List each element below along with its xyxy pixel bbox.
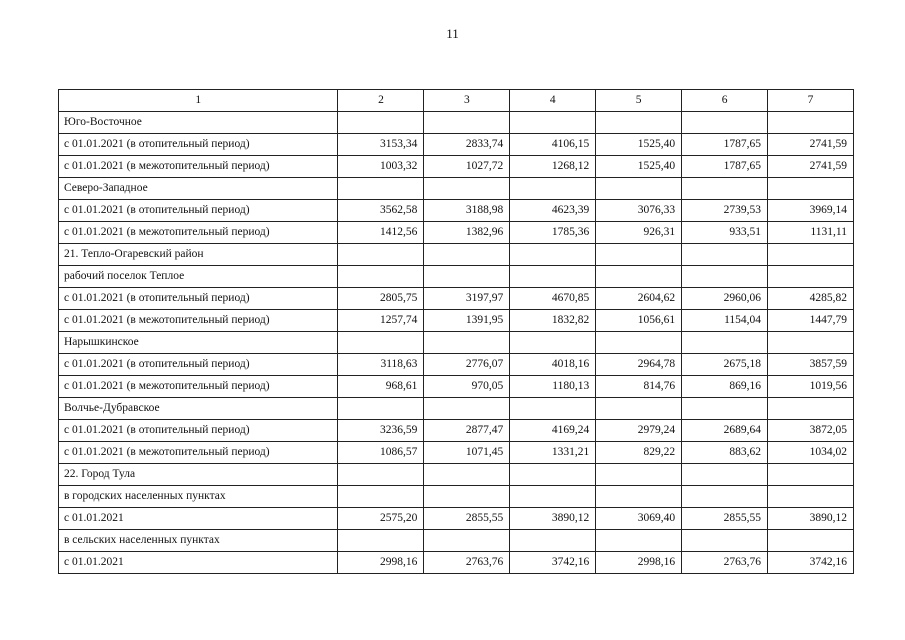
value-cell: 2960,06 — [682, 288, 768, 310]
section-label: в сельских населенных пунктах — [59, 530, 338, 552]
value-cell: 2575,20 — [338, 508, 424, 530]
empty-cell — [424, 398, 510, 420]
empty-cell — [338, 244, 424, 266]
value-cell: 1382,96 — [424, 222, 510, 244]
empty-cell — [596, 530, 682, 552]
empty-cell — [424, 464, 510, 486]
value-cell: 2741,59 — [768, 134, 854, 156]
table-row — [59, 442, 854, 464]
empty-cell — [596, 178, 682, 200]
empty-cell — [510, 266, 596, 288]
empty-cell — [338, 266, 424, 288]
empty-cell — [596, 332, 682, 354]
value-cell: 1525,40 — [596, 156, 682, 178]
value-cell: 1019,56 — [768, 376, 854, 398]
empty-cell — [768, 332, 854, 354]
value-cell: 2763,76 — [424, 552, 510, 574]
value-cell: 4623,39 — [510, 200, 596, 222]
row-label: с 01.01.2021 (в межотопительный период) — [59, 442, 338, 464]
section-row — [59, 178, 854, 200]
table-row — [59, 222, 854, 244]
value-cell: 968,61 — [338, 376, 424, 398]
value-cell: 1027,72 — [424, 156, 510, 178]
empty-cell — [338, 398, 424, 420]
value-cell: 1003,32 — [338, 156, 424, 178]
empty-cell — [768, 530, 854, 552]
table-header-row — [59, 90, 854, 112]
value-cell: 1787,65 — [682, 134, 768, 156]
value-cell: 2741,59 — [768, 156, 854, 178]
empty-cell — [768, 464, 854, 486]
empty-cell — [338, 530, 424, 552]
empty-cell — [338, 486, 424, 508]
empty-cell — [596, 464, 682, 486]
empty-cell — [338, 178, 424, 200]
row-label: с 01.01.2021 (в межотопительный период) — [59, 310, 338, 332]
value-cell: 1071,45 — [424, 442, 510, 464]
empty-cell — [682, 464, 768, 486]
value-cell: 4285,82 — [768, 288, 854, 310]
table-row — [59, 200, 854, 222]
empty-cell — [338, 112, 424, 134]
value-cell: 1180,13 — [510, 376, 596, 398]
value-cell: 2998,16 — [338, 552, 424, 574]
value-cell: 2877,47 — [424, 420, 510, 442]
empty-cell — [682, 178, 768, 200]
section-label: в городских населенных пунктах — [59, 486, 338, 508]
empty-cell — [510, 178, 596, 200]
section-label: Северо-Западное — [59, 178, 338, 200]
value-cell: 3857,59 — [768, 354, 854, 376]
value-cell: 1785,36 — [510, 222, 596, 244]
column-header: 2 — [338, 90, 424, 112]
value-cell: 1391,95 — [424, 310, 510, 332]
empty-cell — [424, 486, 510, 508]
value-cell: 2964,78 — [596, 354, 682, 376]
section-row — [59, 112, 854, 134]
empty-cell — [510, 332, 596, 354]
value-cell: 3197,97 — [424, 288, 510, 310]
section-label: 21. Тепло-Огаревский район — [59, 244, 338, 266]
value-cell: 1832,82 — [510, 310, 596, 332]
page-number: 11 — [446, 26, 459, 41]
column-header: 4 — [510, 90, 596, 112]
value-cell: 2855,55 — [424, 508, 510, 530]
empty-cell — [424, 266, 510, 288]
value-cell: 3890,12 — [768, 508, 854, 530]
value-cell: 1131,11 — [768, 222, 854, 244]
value-cell: 3236,59 — [338, 420, 424, 442]
empty-cell — [682, 244, 768, 266]
row-label: с 01.01.2021 (в отопительный период) — [59, 420, 338, 442]
value-cell: 933,51 — [682, 222, 768, 244]
value-cell: 3742,16 — [510, 552, 596, 574]
value-cell: 4169,24 — [510, 420, 596, 442]
value-cell: 3076,33 — [596, 200, 682, 222]
empty-cell — [768, 486, 854, 508]
value-cell: 3188,98 — [424, 200, 510, 222]
row-label: с 01.01.2021 (в отопительный период) — [59, 288, 338, 310]
value-cell: 1787,65 — [682, 156, 768, 178]
table-row — [59, 156, 854, 178]
empty-cell — [338, 332, 424, 354]
value-cell: 2855,55 — [682, 508, 768, 530]
empty-cell — [424, 244, 510, 266]
empty-cell — [682, 266, 768, 288]
tariff-table-body — [59, 90, 854, 574]
section-label: Нарышкинское — [59, 332, 338, 354]
empty-cell — [424, 332, 510, 354]
value-cell: 2675,18 — [682, 354, 768, 376]
value-cell: 1257,74 — [338, 310, 424, 332]
value-cell: 4018,16 — [510, 354, 596, 376]
value-cell: 829,22 — [596, 442, 682, 464]
value-cell: 3890,12 — [510, 508, 596, 530]
value-cell: 3069,40 — [596, 508, 682, 530]
empty-cell — [682, 332, 768, 354]
column-header: 1 — [59, 90, 338, 112]
value-cell: 869,16 — [682, 376, 768, 398]
table-row — [59, 420, 854, 442]
empty-cell — [768, 266, 854, 288]
row-label: с 01.01.2021 — [59, 552, 338, 574]
row-label: с 01.01.2021 (в отопительный период) — [59, 134, 338, 156]
value-cell: 3562,58 — [338, 200, 424, 222]
value-cell: 2689,64 — [682, 420, 768, 442]
value-cell: 2979,24 — [596, 420, 682, 442]
column-header: 5 — [596, 90, 682, 112]
empty-cell — [510, 464, 596, 486]
value-cell: 1331,21 — [510, 442, 596, 464]
empty-cell — [424, 530, 510, 552]
value-cell: 3118,63 — [338, 354, 424, 376]
tariff-table — [58, 89, 854, 574]
value-cell: 1268,12 — [510, 156, 596, 178]
empty-cell — [510, 486, 596, 508]
value-cell: 1412,56 — [338, 222, 424, 244]
empty-cell — [510, 398, 596, 420]
value-cell: 4670,85 — [510, 288, 596, 310]
table-row — [59, 508, 854, 530]
value-cell: 2833,74 — [424, 134, 510, 156]
section-row — [59, 486, 854, 508]
value-cell: 3153,34 — [338, 134, 424, 156]
empty-cell — [510, 244, 596, 266]
row-label: с 01.01.2021 (в отопительный период) — [59, 200, 338, 222]
column-header: 3 — [424, 90, 510, 112]
value-cell: 1154,04 — [682, 310, 768, 332]
value-cell: 4106,15 — [510, 134, 596, 156]
empty-cell — [682, 530, 768, 552]
empty-cell — [682, 486, 768, 508]
value-cell: 1056,61 — [596, 310, 682, 332]
value-cell: 1034,02 — [768, 442, 854, 464]
row-label: с 01.01.2021 (в межотопительный период) — [59, 376, 338, 398]
value-cell: 3969,14 — [768, 200, 854, 222]
row-label: с 01.01.2021 (в отопительный период) — [59, 354, 338, 376]
empty-cell — [768, 178, 854, 200]
value-cell: 1447,79 — [768, 310, 854, 332]
table-row — [59, 354, 854, 376]
section-row — [59, 244, 854, 266]
value-cell: 3742,16 — [768, 552, 854, 574]
empty-cell — [682, 112, 768, 134]
value-cell: 3872,05 — [768, 420, 854, 442]
value-cell: 2604,62 — [596, 288, 682, 310]
empty-cell — [424, 178, 510, 200]
section-label: 22. Город Тула — [59, 464, 338, 486]
value-cell: 926,31 — [596, 222, 682, 244]
empty-cell — [596, 398, 682, 420]
table-row — [59, 310, 854, 332]
value-cell: 883,62 — [682, 442, 768, 464]
empty-cell — [768, 244, 854, 266]
empty-cell — [596, 486, 682, 508]
section-label: Волчье-Дубравское — [59, 398, 338, 420]
table-row — [59, 288, 854, 310]
empty-cell — [768, 112, 854, 134]
value-cell: 2763,76 — [682, 552, 768, 574]
column-header: 6 — [682, 90, 768, 112]
value-cell: 814,76 — [596, 376, 682, 398]
section-label: Юго-Восточное — [59, 112, 338, 134]
empty-cell — [596, 266, 682, 288]
empty-cell — [768, 398, 854, 420]
value-cell: 2998,16 — [596, 552, 682, 574]
row-label: с 01.01.2021 (в межотопительный период) — [59, 222, 338, 244]
value-cell: 970,05 — [424, 376, 510, 398]
column-header: 7 — [768, 90, 854, 112]
row-label: с 01.01.2021 — [59, 508, 338, 530]
empty-cell — [682, 398, 768, 420]
table-row — [59, 134, 854, 156]
empty-cell — [338, 464, 424, 486]
table-row — [59, 376, 854, 398]
value-cell: 1525,40 — [596, 134, 682, 156]
table-row — [59, 552, 854, 574]
value-cell: 2805,75 — [338, 288, 424, 310]
row-label: с 01.01.2021 (в межотопительный период) — [59, 156, 338, 178]
section-row — [59, 332, 854, 354]
empty-cell — [596, 244, 682, 266]
empty-cell — [510, 112, 596, 134]
empty-cell — [510, 530, 596, 552]
section-label: рабочий поселок Теплое — [59, 266, 338, 288]
empty-cell — [424, 112, 510, 134]
section-row — [59, 398, 854, 420]
section-row — [59, 530, 854, 552]
section-row — [59, 464, 854, 486]
section-row — [59, 266, 854, 288]
value-cell: 2776,07 — [424, 354, 510, 376]
value-cell: 2739,53 — [682, 200, 768, 222]
value-cell: 1086,57 — [338, 442, 424, 464]
empty-cell — [596, 112, 682, 134]
